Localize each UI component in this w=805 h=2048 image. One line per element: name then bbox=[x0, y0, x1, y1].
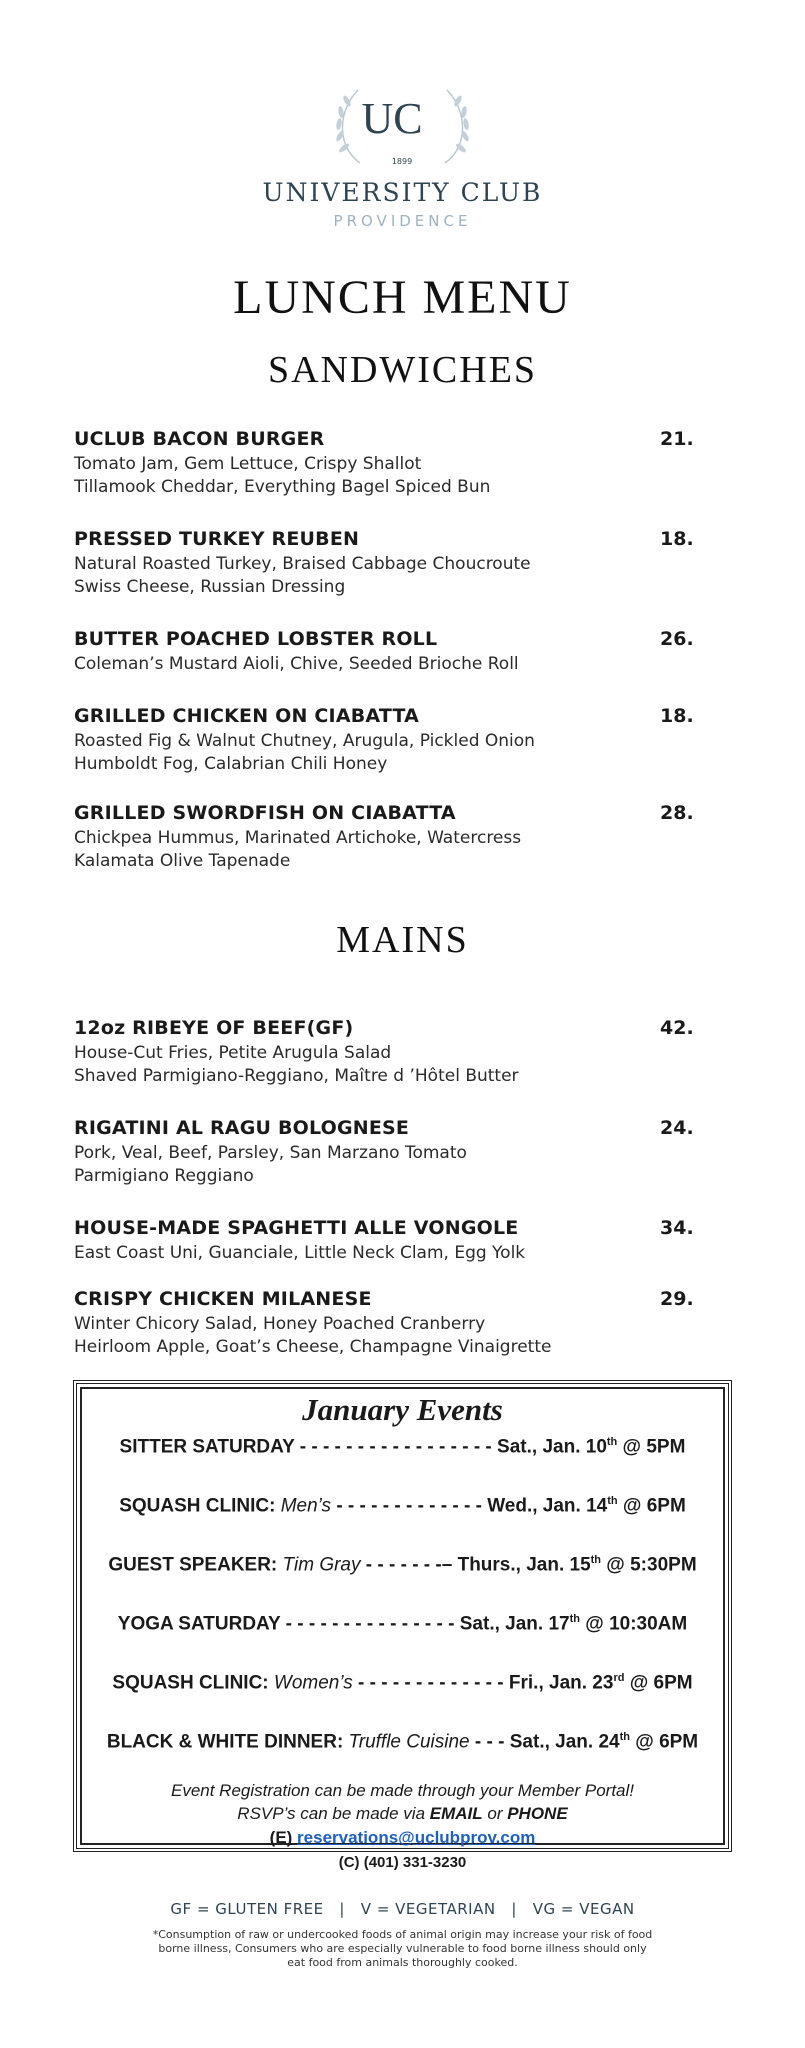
menu-item-price: 29. bbox=[660, 1288, 694, 1310]
event-dashes: - - - - - - - - - - - - - bbox=[352, 1672, 509, 1694]
menu-item-price: 28. bbox=[660, 802, 694, 824]
menu-item-name: 12oz RIBEYE OF BEEF(GF) bbox=[74, 1017, 354, 1039]
event-detail: Tim Gray bbox=[282, 1554, 361, 1576]
menu-item-desc: Humboldt Fog, Calabrian Chili Honey bbox=[74, 754, 388, 774]
event-row bbox=[73, 1731, 732, 1753]
menu-item-desc: Heirloom Apple, Goat’s Cheese, Champagne Vinaigrette bbox=[74, 1337, 552, 1357]
menu-item-desc: Shaved Parmigiano-Reggiano, Maître d ’Hôtel Butter bbox=[74, 1066, 519, 1086]
menu-item-desc: Roasted Fig & Walnut Chutney, Arugula, Pickled Onion bbox=[74, 731, 535, 751]
menu-item-desc: Pork, Veal, Beef, Parsley, San Marzano Tomato bbox=[74, 1143, 467, 1163]
event-dashes: - - - - - - - - - - - - - - - - - bbox=[294, 1436, 498, 1458]
event-date: Fri., Jan. 23 bbox=[508, 1672, 614, 1694]
event-row bbox=[73, 1436, 732, 1458]
menu-item-desc: Chickpea Hummus, Marinated Artichoke, Watercress bbox=[74, 828, 522, 848]
event-date-ordinal: th bbox=[569, 1613, 580, 1625]
event-time: @ 5PM bbox=[617, 1436, 686, 1458]
phone-line: (C) (401) 331-3230 bbox=[338, 1854, 467, 1871]
event-date-ordinal: rd bbox=[613, 1672, 625, 1684]
event-label: SQUASH CLINIC: bbox=[119, 1495, 281, 1517]
menu-item-price: 26. bbox=[660, 628, 694, 650]
section-title-sandwiches: SANDWICHES bbox=[267, 349, 538, 391]
event-time: @ 6PM bbox=[629, 1731, 699, 1753]
event-row bbox=[73, 1672, 732, 1694]
club-name: UNIVERSITY CLUB bbox=[262, 178, 543, 207]
menu-title: LUNCH MENU bbox=[233, 271, 572, 324]
events-title: January Events bbox=[302, 1392, 503, 1427]
event-date: Thurs., Jan. 15 bbox=[457, 1554, 591, 1576]
event-dashes: - - - - - - - - - - - - - - - bbox=[280, 1613, 460, 1635]
event-date: Sat., Jan. 24 bbox=[509, 1731, 620, 1753]
menu-item-price: 34. bbox=[660, 1217, 694, 1239]
menu-item-price: 42. bbox=[660, 1017, 694, 1039]
event-dashes: - - - bbox=[469, 1731, 510, 1753]
menu-item-desc: Tillamook Cheddar, Everything Bagel Spiced Bun bbox=[74, 477, 491, 497]
event-detail: Women’s bbox=[273, 1672, 353, 1694]
rsvp-note-text: RSVP’s can be made via bbox=[237, 1804, 430, 1823]
event-dashes: - - - - - - -– bbox=[360, 1554, 458, 1576]
menu-item-name: GRILLED CHICKEN ON CIABATTA bbox=[74, 705, 420, 727]
event-time: @ 6PM bbox=[617, 1495, 686, 1517]
menu-item-name: GRILLED SWORDFISH ON CIABATTA bbox=[74, 802, 456, 824]
menu-item-name: CRISPY CHICKEN MILANESE bbox=[74, 1288, 372, 1310]
event-date: Sat., Jan. 17 bbox=[459, 1613, 570, 1635]
menu-item-price: 24. bbox=[660, 1117, 694, 1139]
event-time: @ 6PM bbox=[624, 1672, 693, 1694]
section-title-mains: MAINS bbox=[336, 919, 469, 961]
menu-item-desc: Swiss Cheese, Russian Dressing bbox=[74, 577, 346, 597]
email-line bbox=[73, 1828, 732, 1848]
event-detail: Men’s bbox=[280, 1495, 332, 1517]
event-detail: Truffle Cuisine bbox=[348, 1731, 470, 1753]
menu-item-price: 21. bbox=[660, 428, 694, 450]
menu-item-name: PRESSED TURKEY REUBEN bbox=[74, 528, 360, 550]
event-label: SITTER SATURDAY bbox=[119, 1436, 295, 1458]
menu-item-desc: East Coast Uni, Guanciale, Little Neck Clam, Egg Yolk bbox=[74, 1243, 526, 1263]
menu-item-name: BUTTER POACHED LOBSTER ROLL bbox=[74, 628, 438, 650]
event-time: @ 5:30PM bbox=[601, 1554, 697, 1576]
event-label: SQUASH CLINIC: bbox=[112, 1672, 274, 1694]
event-row bbox=[73, 1613, 732, 1635]
rsvp-note bbox=[73, 1804, 732, 1824]
menu-item-name: UCLUB BACON BURGER bbox=[74, 428, 325, 450]
email-link[interactable]: reservations@uclubprov.com bbox=[297, 1828, 536, 1847]
event-row bbox=[73, 1495, 732, 1517]
menu-item-name: RIGATINI AL RAGU BOLOGNESE bbox=[74, 1117, 410, 1139]
event-date-ordinal: th bbox=[607, 1495, 618, 1507]
event-date-ordinal: th bbox=[606, 1436, 618, 1448]
university-club-logo bbox=[330, 78, 475, 178]
menu-item-desc: Tomato Jam, Gem Lettuce, Crispy Shallot bbox=[74, 454, 422, 474]
menu-item-desc: Kalamata Olive Tapenade bbox=[74, 851, 291, 871]
event-label: BLACK & WHITE DINNER: bbox=[106, 1731, 349, 1753]
event-label: GUEST SPEAKER: bbox=[108, 1554, 283, 1576]
event-time: @ 10:30AM bbox=[579, 1613, 688, 1635]
menu-item-desc: Winter Chicory Salad, Honey Poached Cranberry bbox=[74, 1314, 486, 1334]
menu-item-name: HOUSE-MADE SPAGHETTI ALLE VONGOLE bbox=[74, 1217, 519, 1239]
event-date: Sat., Jan. 10 bbox=[497, 1436, 607, 1458]
rsvp-phone-word: PHONE bbox=[507, 1804, 568, 1823]
event-date: Wed., Jan. 14 bbox=[487, 1495, 608, 1517]
event-label: YOGA SATURDAY bbox=[117, 1613, 281, 1635]
logo-monogram-u: UC bbox=[361, 94, 423, 143]
rsvp-note-or: or bbox=[482, 1804, 508, 1823]
menu-item-desc: House-Cut Fries, Petite Arugula Salad bbox=[74, 1043, 392, 1063]
email-label: (E) bbox=[269, 1828, 298, 1847]
menu-item-desc: Coleman’s Mustard Aioli, Chive, Seeded Brioche Roll bbox=[74, 654, 519, 674]
event-dashes: - - - - - - - - - - - - - bbox=[331, 1495, 488, 1517]
dietary-legend: GF = GLUTEN FREE | V = VEGETARIAN | VG = VEGAN bbox=[170, 1900, 635, 1918]
event-row bbox=[73, 1554, 732, 1576]
event-date-ordinal: th bbox=[619, 1731, 630, 1743]
food-safety-disclaimer: *Consumption of raw or undercooked foods of animal origin may increase your risk of food borne illness, Consumers who are especially vulnerable to food borne illness should only eat food from animals thoroughly cooked. bbox=[152, 1928, 653, 1969]
menu-item-price: 18. bbox=[660, 528, 694, 550]
club-city: PROVIDENCE bbox=[333, 212, 472, 230]
rsvp-email-word: EMAIL bbox=[429, 1804, 483, 1823]
menu-item-price: 18. bbox=[660, 705, 694, 727]
menu-item-desc: Natural Roasted Turkey, Braised Cabbage Choucroute bbox=[74, 554, 531, 574]
menu-item-desc: Parmigiano Reggiano bbox=[74, 1166, 254, 1186]
event-registration-note: Event Registration can be made through your Member Portal! bbox=[170, 1781, 635, 1800]
logo-year: 1899 bbox=[391, 157, 413, 166]
event-date-ordinal: th bbox=[590, 1554, 602, 1566]
